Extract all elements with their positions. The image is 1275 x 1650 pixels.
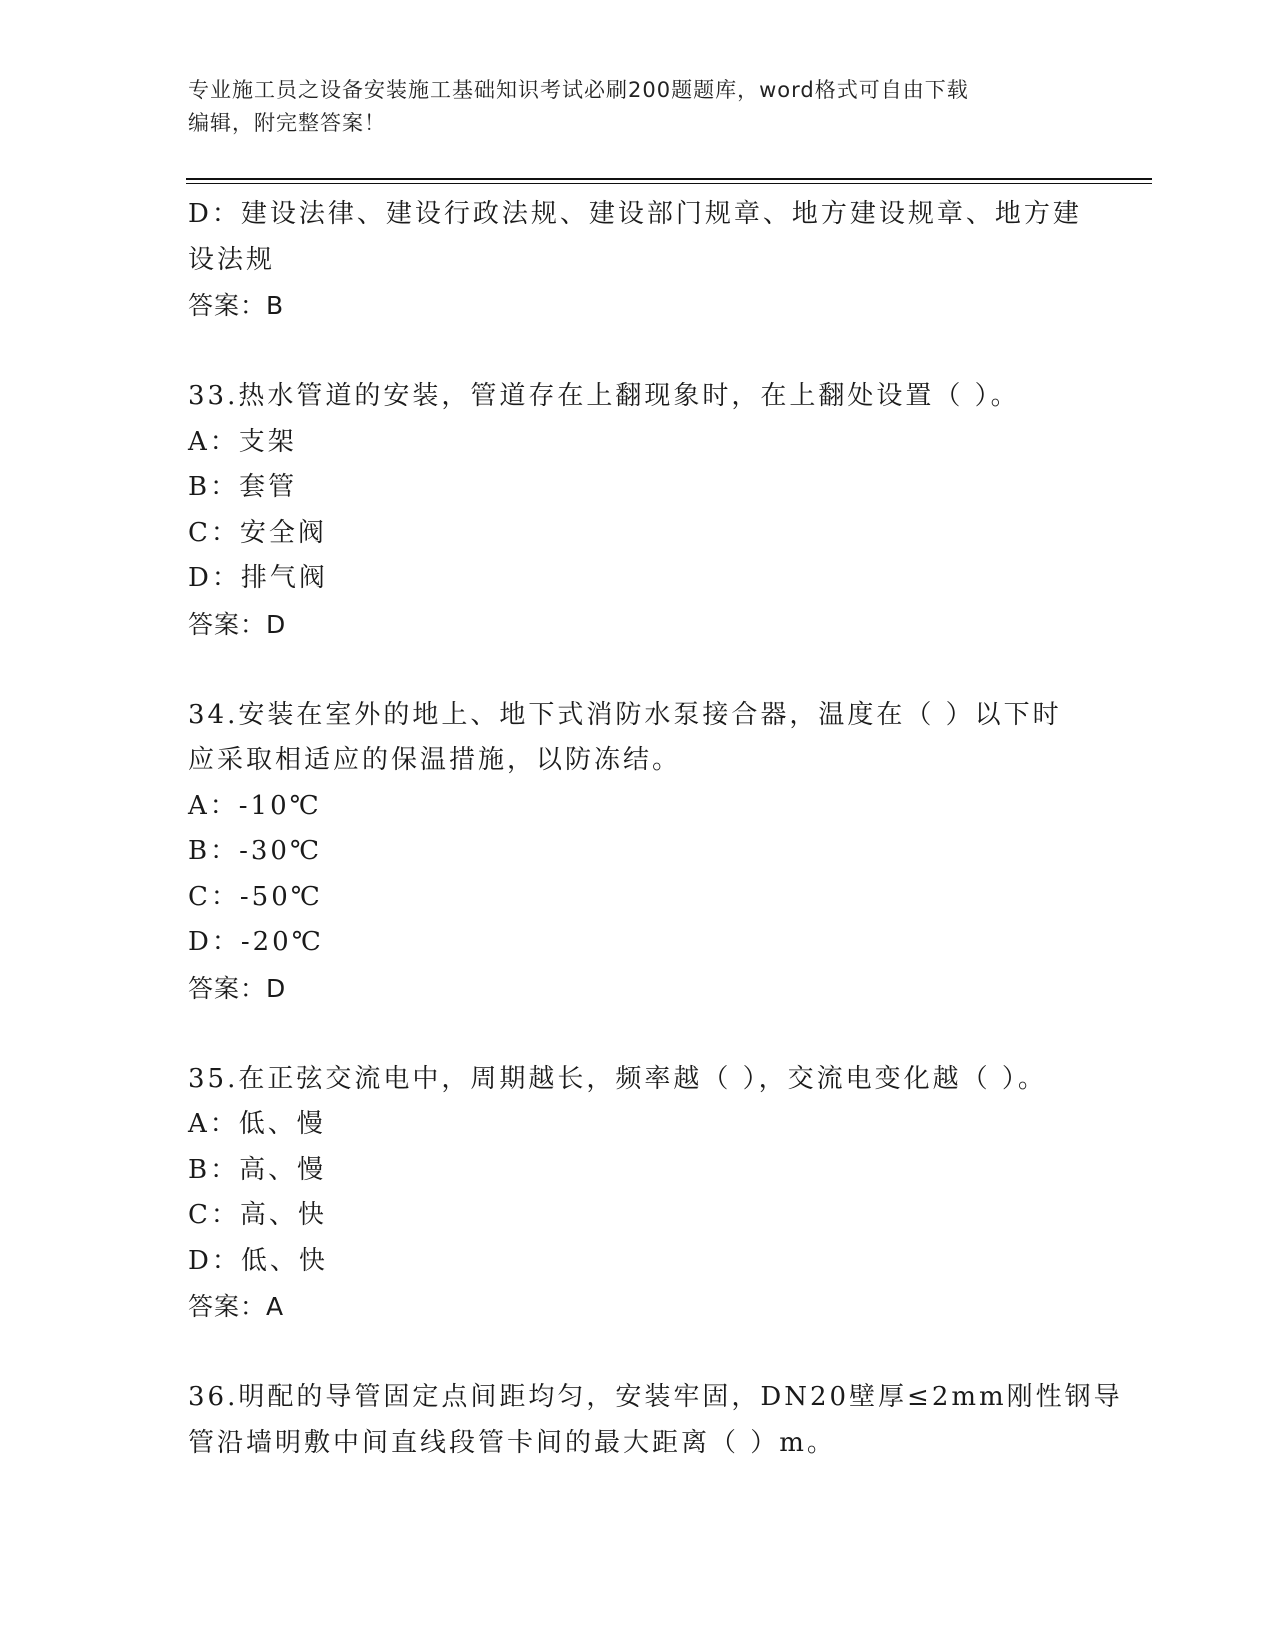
option-c: C：安全阀: [188, 517, 327, 548]
option-d: D：排气阀: [188, 563, 328, 593]
option-c: C：高、快: [188, 1200, 327, 1230]
answer-line: 答案：D: [188, 609, 287, 639]
question-text: 36.明配的导管固定点间距均匀，安装牢固，DN20壁厚≤2mm刚性钢导: [188, 1382, 1123, 1412]
answer-line: 答案：A: [188, 1292, 285, 1321]
document-header: [188, 74, 1068, 140]
question-35: [188, 1057, 1088, 1330]
option-c: C：-50℃: [188, 881, 323, 912]
question-text-continued: 管沿墙明敷中间直线段管卡间的最大距离（ ）m。: [188, 1427, 836, 1458]
header-line-2: 编辑，附完整答案！: [188, 111, 386, 135]
option-d-continued: 设法规: [188, 244, 276, 275]
question-text: 33.热水管道的安装，管道存在上翻现象时，在上翻处设置（ ）。: [188, 381, 1020, 411]
question-text: 34.安装在室外的地上、地下式消防水泵接合器，温度在（ ）以下时: [188, 699, 1062, 730]
header-divider-thin: [186, 183, 1152, 184]
option-b: B：套管: [188, 472, 298, 502]
question-33: [188, 374, 1088, 647]
option-d: D：低、快: [188, 1245, 328, 1276]
option-d: D：建设法律、建设行政法规、建设部门规章、地方建设规章、地方建: [188, 199, 1082, 229]
option-d: D：-20℃: [188, 927, 324, 957]
answer-line: 答案：B: [188, 291, 285, 320]
question-34: [188, 693, 1088, 1012]
question-36: [188, 1375, 1123, 1466]
header-divider-thick: [186, 178, 1152, 180]
previous-question-tail: [188, 192, 1088, 329]
question-text: 35.在正弦交流电中，周期越长，频率越（ ），交流电变化越（ ）。: [188, 1063, 1047, 1094]
option-b: B：-30℃: [188, 836, 323, 866]
question-text-continued: 应采取相适应的保温措施，以防冻结。: [188, 745, 682, 775]
option-a: A：低、慢: [188, 1109, 326, 1139]
answer-line: 答案：D: [188, 973, 287, 1003]
option-a: A：支架: [188, 426, 297, 457]
option-a: A：-10℃: [188, 790, 322, 821]
header-line-1: 专业施工员之设备安装施工基础知识考试必刷200题题库，word格式可自由下载: [188, 78, 969, 102]
questions-content: [188, 192, 1123, 1466]
option-b: B：高、慢: [188, 1154, 327, 1185]
